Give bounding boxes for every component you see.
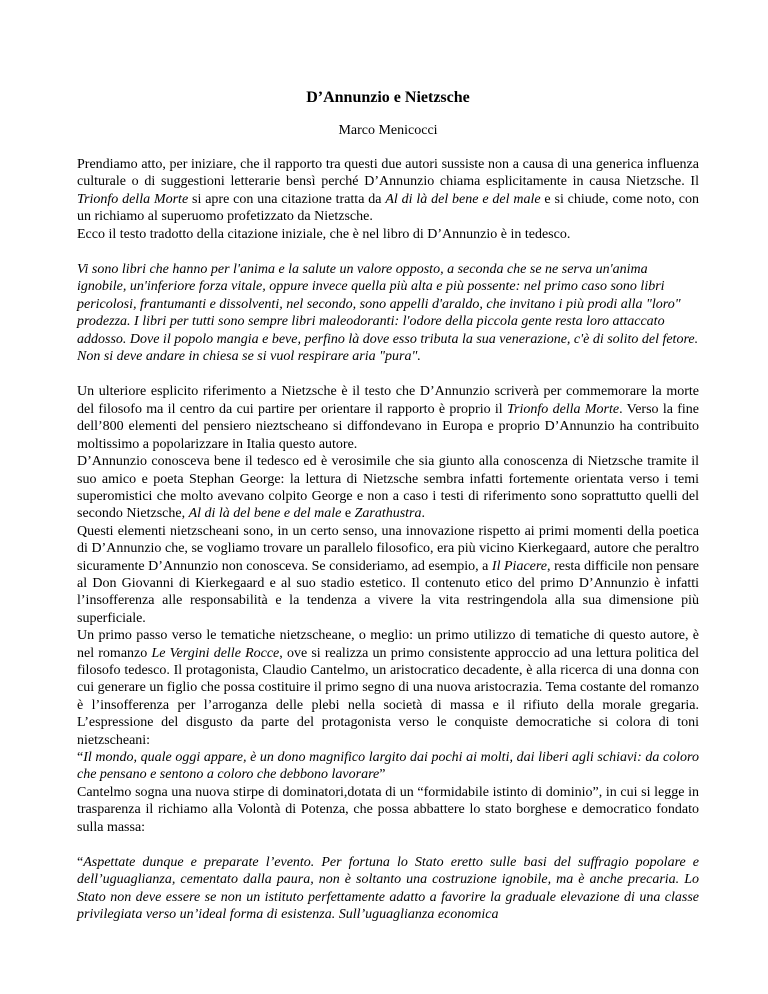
paragraph-kierkegaard: Questi elementi nietzscheani sono, in un certo senso, una innovazione rispetto ai primi momenti della poetica di D’Annunzio che, se vogliamo trovare un parallelo filosofico, era più vicino Kierkegaard, autore che peraltro sicuramente D’Annunzio non conosceva. Se consideriamo, ad esempio, a Il Piacere, resta difficile non pensare al Don Giovanni di Kierkegaard e al suo stadio estetico. Il contenuto etico del primo D’Annunzio è infatti l’insofferenza alle responsabilità e la tendenza a vivere la vita restringendola alla sua dimensione più superficiale.	[77, 523, 699, 626]
paragraph-vergini: Un primo passo verso le tematiche nietzscheane, o meglio: un primo utilizzo di tematiche di questo autore, è nel romanzo Le Vergini delle Rocce, ove si realizza un primo consistente approccio ad una lettura politica del filosofo tedesco. Il protagonista, Claudio Cantelmo, un aristocratico decadente, è alla ricerca di una donna con cui generare un figlio che possa costituire il primo segno di una nuova aristocrazia. Tema costante del romanzo è l’insofferenza per l’arroganza delle plebi nella società di massa e il rifiuto della morale gregaria. L’espressione del disgusto da parte del protagonista verso le conquiste democratiche si colora di toni nietzscheani:	[77, 628, 700, 748]
paragraph-quote-intro: Ecco il testo tradotto della citazione iniziale, che è nel libro di D’Annunzio è in tedesco.	[77, 226, 571, 242]
paragraph-intro: Prendiamo atto, per iniziare, che il rapporto tra questi due autori sussiste non a causa di una generica influenza culturale o di suggestioni letterarie bensì perché D’Annunzio chiama esplicitamente in causa Nietzsche. Il Trionfo della Morte si apre con una citazione tratta da Al di là del bene e del male e si chiude, come noto, con un richiamo al superuomo profetizzato da Nietzsche.	[77, 157, 699, 225]
paragraph-reference: Un ulteriore esplicito riferimento a Nietzsche è il testo che D’Annunzio scriverà per commemorare la morte del filosofo ma il centro da cui partire per orientare il rapporto è proprio il Trionfo della Morte. Verso la fine dell’800 elementi del pensiero nieztscheano si diffondevano in Europa e proprio D’Annunzio ha contribuito moltissimo a popolarizzare in Italia questo autore.	[77, 384, 699, 452]
document-page	[77, 88, 699, 924]
paragraph-george: D’Annunzio conosceva bene il tedesco ed è verosimile che sia giunto alla conoscenza di Nietzsche tramite il suo amico e poeta Stephan George: la lettura di Nietzsche sembra infatti fortemente orientata verso i temi superomistici che molto avevano colpito George e non a caso i testi di riferimento sono soprattutto quelli del secondo Nietzsche, Al di là del bene e del male e Zarathustra.	[77, 454, 699, 522]
paragraph-cantelmo: Cantelmo sogna una nuova stirpe di dominatori,dotata di un “formidabile istinto di dominio”, in cui si legge in trasparenza il richiamo alla Volontà di Potenza, che possa abbattere lo stato borghese e democratico fondato sulla massa:	[77, 784, 699, 835]
stato-quote: “Aspettate dunque e preparate l’evento. Per fortuna lo Stato eretto sulle basi del suffragio popolare e dell’uguaglianza, cementato dalla paura, non è soltanto una costruzione ignobile, ma è anche precaria. Lo Stato non deve essere se non un istituto perfettamente adatto a favorire la graduale elevazione di una classe privilegiata verso un’ideal forma di esistenza. Sull’uguaglianza economica	[77, 855, 699, 923]
document-body	[77, 156, 699, 924]
nietzsche-quote: Vi sono libri che hanno per l'anima e la salute un valore opposto, a seconda che se ne serva un'anima ignobile, un'inferiore forza vitale, oppure invece quella più alta e più possente: nel primo caso sono libri pericolosi, frantumanti e dissolventi, nel secondo, sono appelli d'araldo, che invitano i più prodi alla "loro" prodezza. I libri per tutti sono sempre libri maleodoranti: l'odore della piccola gente resta loro attaccato addosso. Dove il popolo mangia e beve, perfino là dove esso tributa la sua venerazione, c'è di solito del fetore. Non si deve andare in chiesa se si vuol respirare aria "pura".	[77, 262, 699, 365]
document-title: D’Annunzio e Nietzsche	[306, 89, 470, 106]
author-name: Marco Menicocci	[338, 123, 438, 138]
cantelmo-quote: “Il mondo, quale oggi appare, è un dono magnifico largito dai pochi ai molti, dai liberi agli schiavi: da coloro che pensano e sentono a coloro che debbono lavorare”	[77, 750, 699, 783]
